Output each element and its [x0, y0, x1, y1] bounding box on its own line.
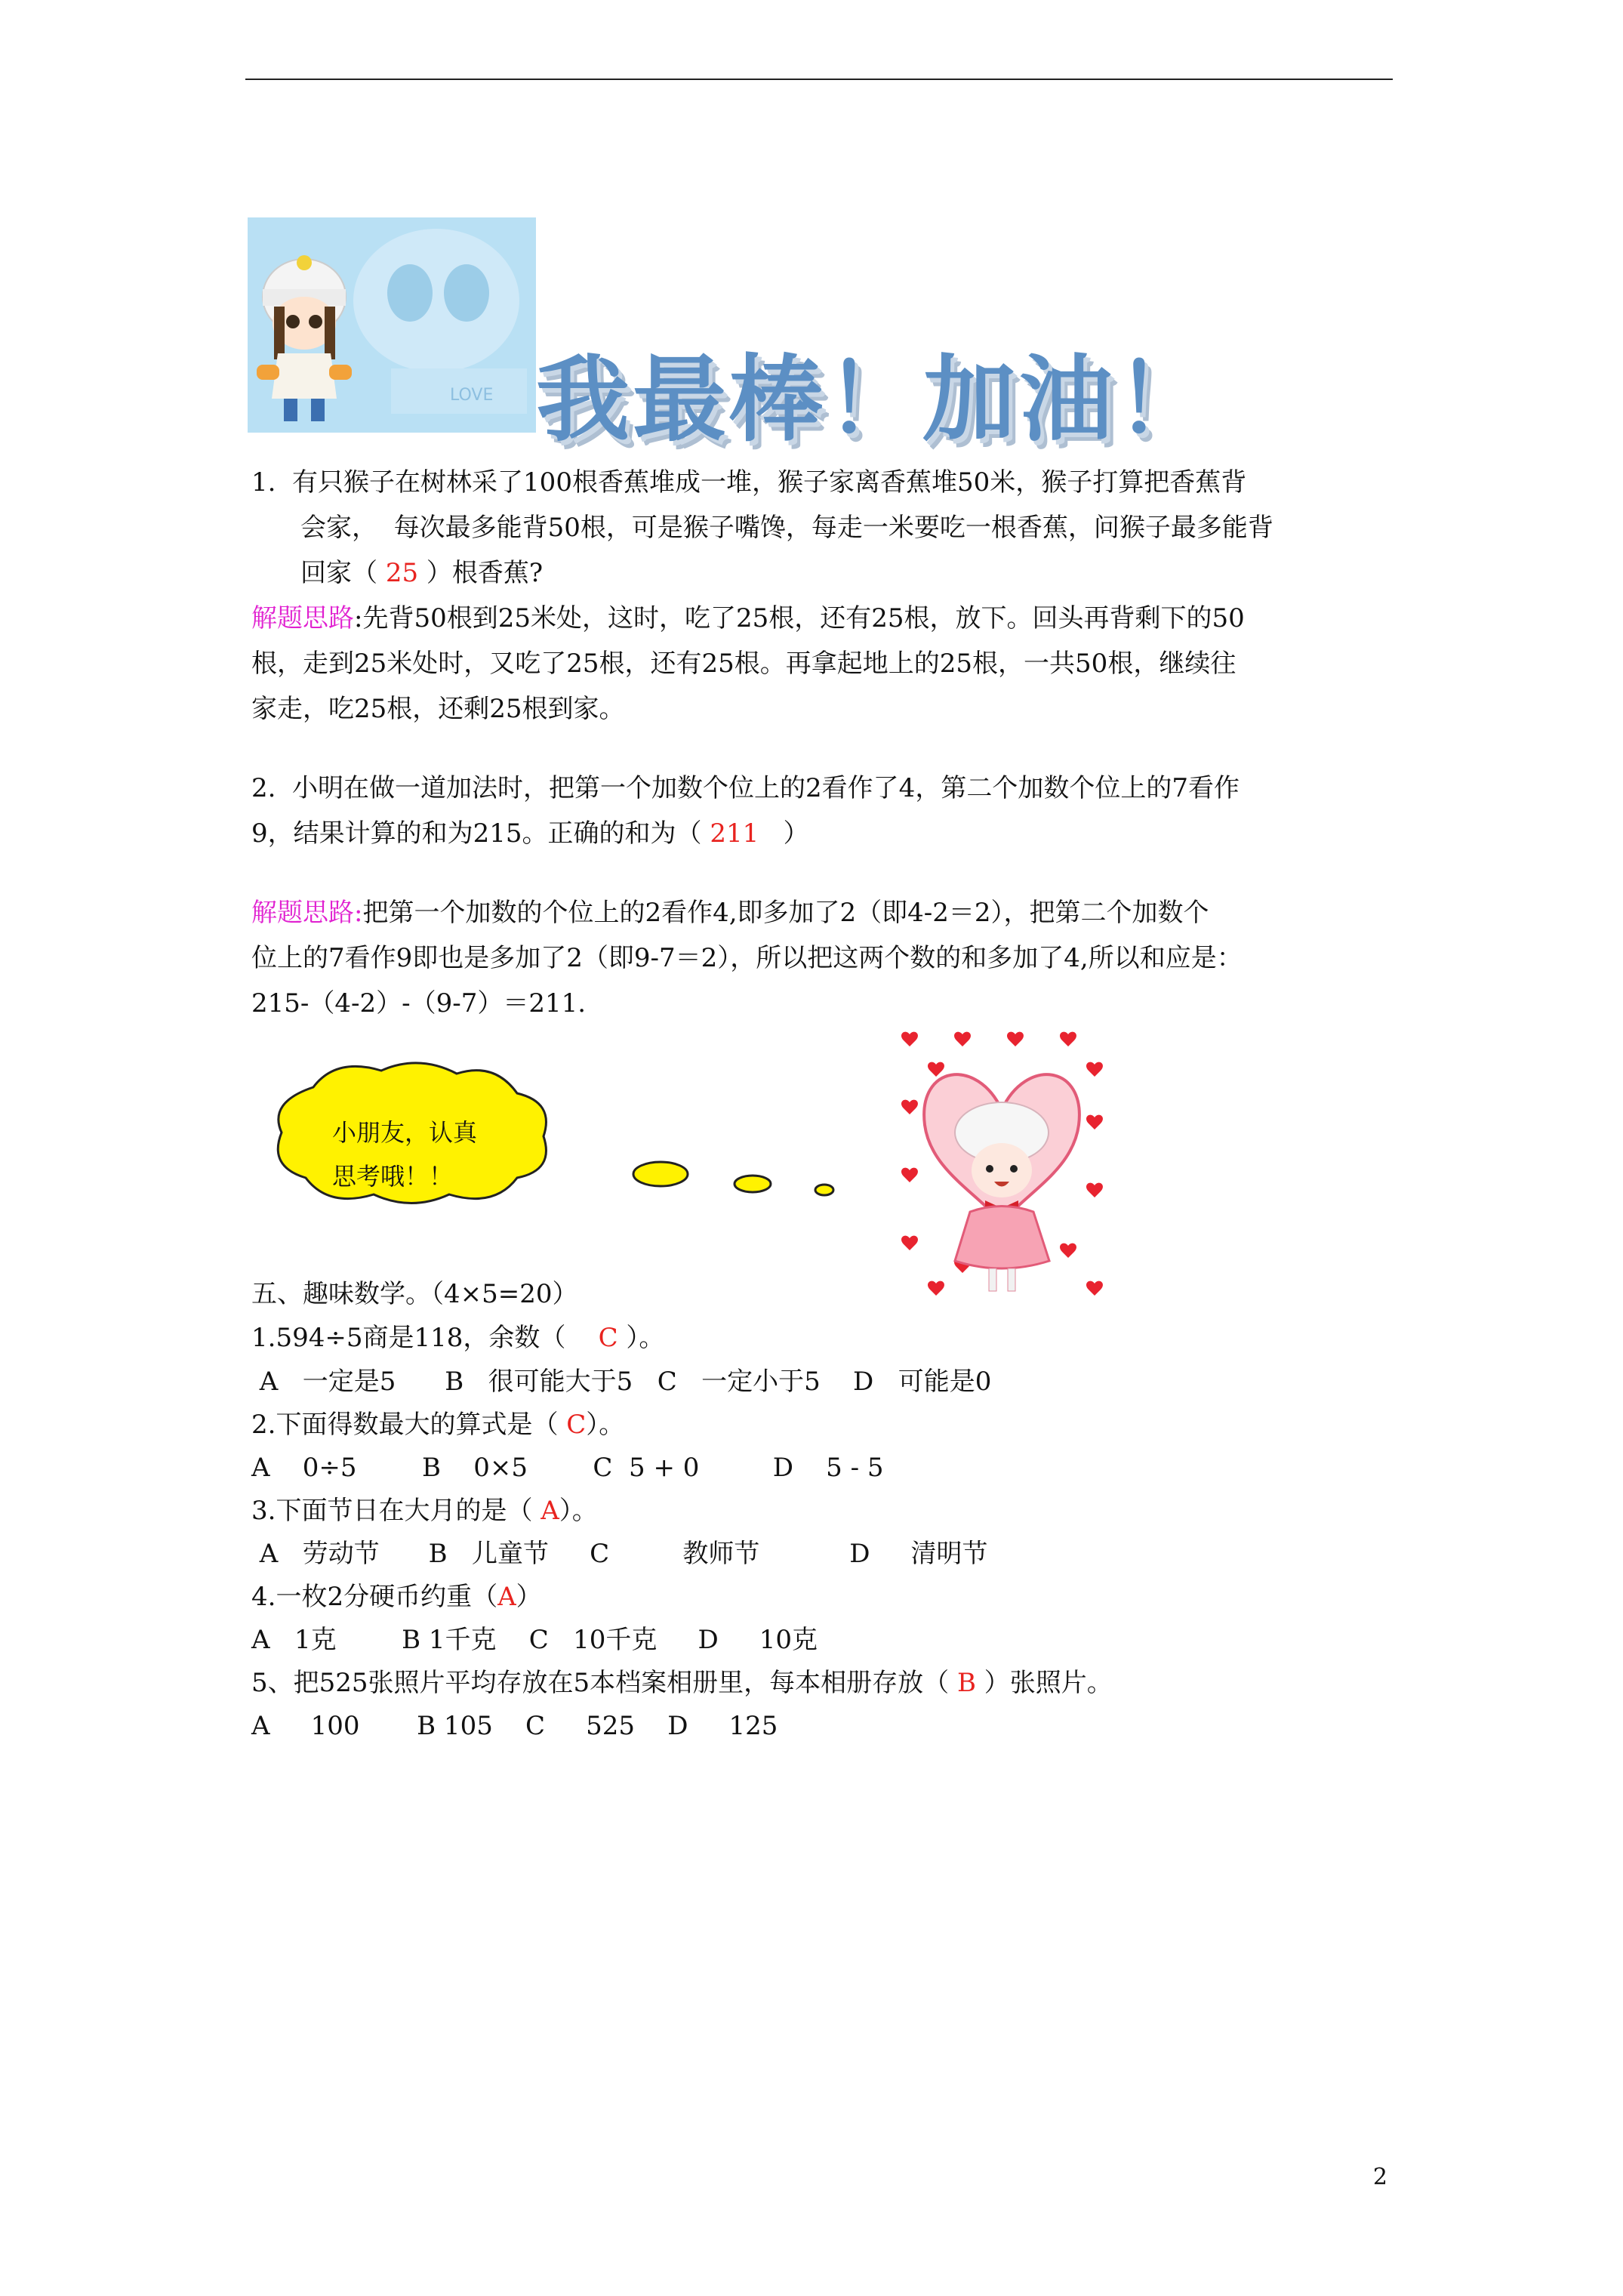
- problem-2-line-1: 2. 小明在做一道加法时，把第一个加数个位上的2看作了4，第二个加数个位上的7看作: [251, 773, 1240, 803]
- bubble-line-1: 小朋友，认真: [332, 1118, 478, 1147]
- question-4: 4.一枚2分硬币约重（A）: [251, 1582, 542, 1612]
- page-number: 2: [1372, 2164, 1387, 2190]
- solution-2-line-2: 位上的7看作9即也是多加了2（即9-7＝2），所以把这两个数的和多加了4,所以和应是：: [251, 943, 1243, 973]
- solution-2-line-3: 215-（4-2）-（9-7）＝211.: [251, 988, 587, 1019]
- solution-label: 解题思路: [251, 603, 354, 633]
- answer-q4: A: [497, 1582, 516, 1612]
- question-3: 3.下面节日在大月的是（ A）。: [251, 1496, 598, 1526]
- problem-2-line-2: 9，结果计算的和为215。正确的和为（ 211 ）: [251, 818, 809, 849]
- question-1-options: A 一定是5 B 很可能大于5 C 一定小于5 D 可能是0: [251, 1367, 992, 1397]
- header-rule: [245, 79, 1393, 80]
- question-1: 1.594÷5商是118，余数（ C ）。: [251, 1323, 665, 1353]
- answer-q5: B: [956, 1668, 976, 1698]
- answer-q3: A: [540, 1496, 559, 1526]
- answer-2: 211: [710, 818, 759, 849]
- section-5-heading: 五、趣味数学。（4×5=20）: [251, 1279, 578, 1309]
- love-text: LOVE: [450, 386, 494, 405]
- question-3-options: A 劳动节 B 儿童节 C 教师节 D 清明节: [251, 1539, 988, 1569]
- heart-girl-illustration: [895, 1019, 1110, 1306]
- bubble-line-2: 思考哦！！: [332, 1162, 454, 1191]
- problem-1-line-1: 1. 有只猴子在树林采了100根香蕉堆成一堆，猴子家离香蕉堆50米，猴子打算把香蕉背: [251, 467, 1247, 498]
- question-5: 5、把525张照片平均存放在5本档案相册里，每本相册存放（ B ）张照片。: [251, 1668, 1113, 1698]
- question-5-options: A 100 B 105 C 525 D 125: [251, 1711, 778, 1741]
- question-2-options: A 0÷5 B 0×5 C 5 + 0 D 5 - 5: [251, 1453, 884, 1483]
- solution-2-line-1: 解题思路:把第一个加数的个位上的2看作4,即多加了2（即4-2＝2），把第二个加数个: [251, 898, 1209, 928]
- question-2: 2.下面得数最大的算式是（ C）。: [251, 1410, 625, 1440]
- answer-q1: C: [598, 1323, 618, 1353]
- problem-1-line-2: 会家， 每次最多能背50根，可是猴子嘴馋，每走一米要吃一根香蕉，问猴子最多能背: [300, 513, 1273, 543]
- solution-1-line-2: 根，走到25米处时，又吃了25根，还有25根。再拿起地上的25根，一共50根，继续往: [251, 649, 1236, 679]
- solution-1-line-3: 家走，吃25根，还剩25根到家。: [251, 694, 625, 724]
- solution-1-line-1: 解题思路:先背50根到25米处，这时，吃了25根，还有25根，放下。回头再背剩下的50: [251, 603, 1245, 633]
- banner-title: 我最棒！加油！: [536, 346, 1213, 455]
- problem-1-line-3: 回家（ 25 ）根香蕉?: [300, 558, 544, 588]
- answer-q2: C: [566, 1410, 587, 1440]
- answer-1: 25: [385, 558, 419, 588]
- question-4-options: A 1克 B 1千克 C 10千克 D 10克: [251, 1625, 818, 1655]
- solution-label: 解题思路:: [251, 898, 363, 928]
- girl-illustration: [248, 217, 536, 433]
